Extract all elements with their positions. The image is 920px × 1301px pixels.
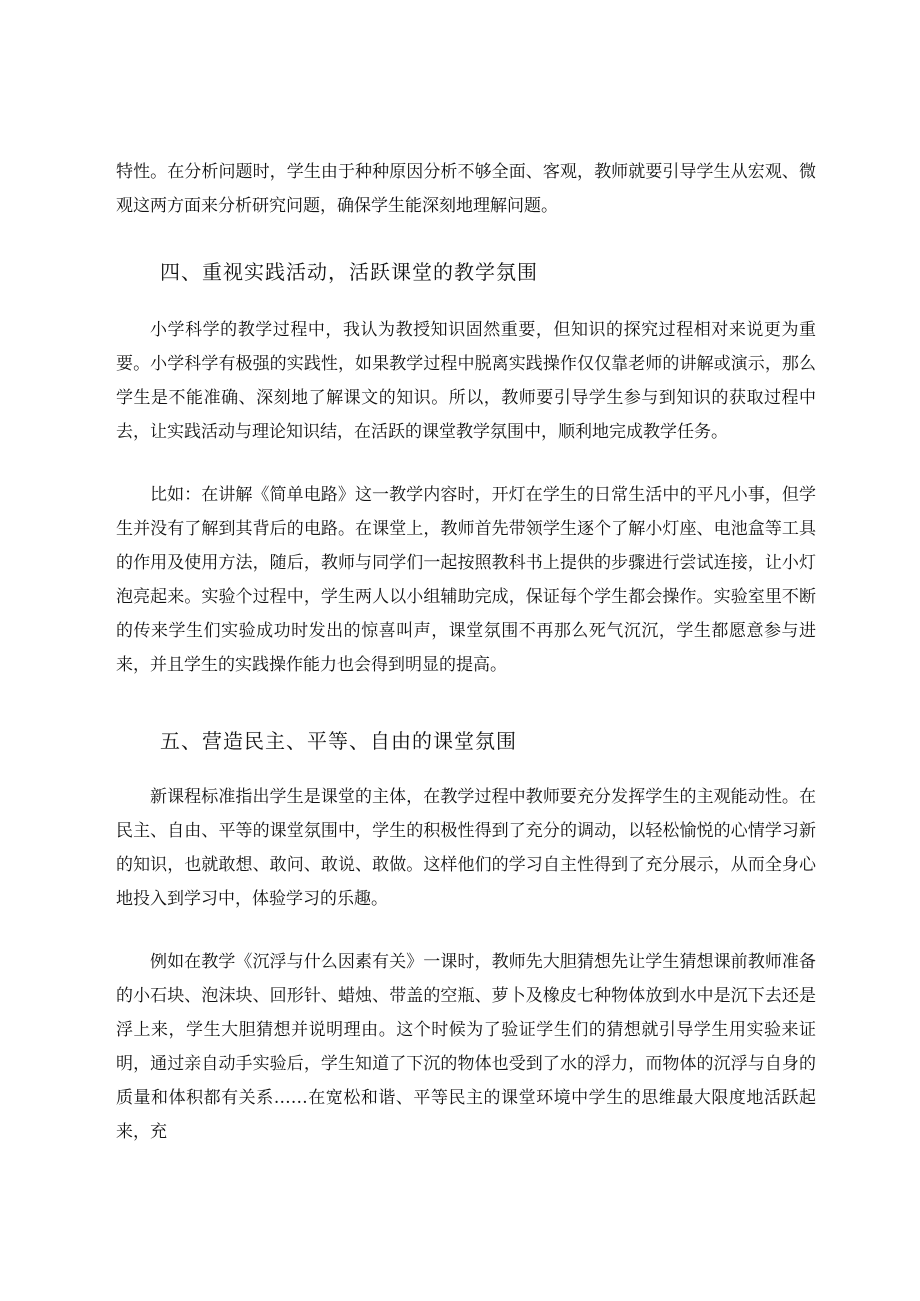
section-4-paragraph-2: 比如：在讲解《简单电路》这一教学内容时，开灯在学生的日常生活中的平凡小事，但学生并没有了解到其背后的电路。在课堂上，教师首先带领学生逐个了解小灯座、电池盒等工具的作用及使用方法，随后，教师与同学们一起按照教科书上提供的步骤进行尝试连接，让小灯泡亮起来。实验个过程中，学生两人以小组辅助完成，保证每个学生都会操作。实验室里不断的传来学生们实验成功时发出的惊喜叫声，课堂氛围不再那么死气沉沉，学生都愿意参与进来，并且学生的实践操作能力也会得到明显的提高。 (116, 485, 816, 675)
intro-paragraph: 特性。在分析问题时，学生由于种种原因分析不够全面、客观，教师就要引导学生从宏观、微观这两方面来分析研究问题，确保学生能深刻地理解问题。 (116, 162, 816, 216)
section-5-paragraph-2: 例如在教学《沉浮与什么因素有关》一课时，教师先大胆猜想先让学生猜想课前教师准备的小石块、泡沫块、回形针、蜡烛、带盖的空瓶、萝卜及橡皮七种物体放到水中是沉下去还是浮上来，学生大胆猜想并说明理由。这个时候为了验证学生们的猜想就引导学生用实验来证明，通过亲自动手实验后，学生知道了下沉的物体也受到了水的浮力，而物体的沉浮与自身的质量和体积都有关系……在宽松和谐、平等民主的课堂环境中学生的思维最大限度地活跃起来，充 (116, 952, 816, 1142)
section-4-paragraph-1: 小学科学的教学过程中，我认为教授知识固然重要，但知识的探究过程相对来说更为重要。小学科学有极强的实践性，如果教学过程中脱离实践操作仅仅靠老师的讲解或演示，那么学生是不能准确、深刻地了解课文的知识。所以，教师要引导学生参与到知识的获取过程中去，让实践活动与理论知识结，在活跃的课堂教学氛围中，顺利地完成教学任务。 (116, 320, 816, 442)
section-5-paragraph-1: 新课程标准指出学生是课堂的主体，在教学过程中教师要充分发挥学生的主观能动性。在民主、自由、平等的课堂氛围中，学生的积极性得到了充分的调动，以轻松愉悦的心情学习新的知识，也就敢想、敢问、敢说、敢做。这样他们的学习自主性得到了充分展示，从而全身心地投入到学习中，体验学习的乐趣。 (116, 787, 816, 909)
section-4-heading: 四、重视实践活动，活跃课堂的教学氛围 (160, 260, 538, 284)
section-5-heading: 五、营造民主、平等、自由的课堂氛围 (160, 729, 517, 753)
